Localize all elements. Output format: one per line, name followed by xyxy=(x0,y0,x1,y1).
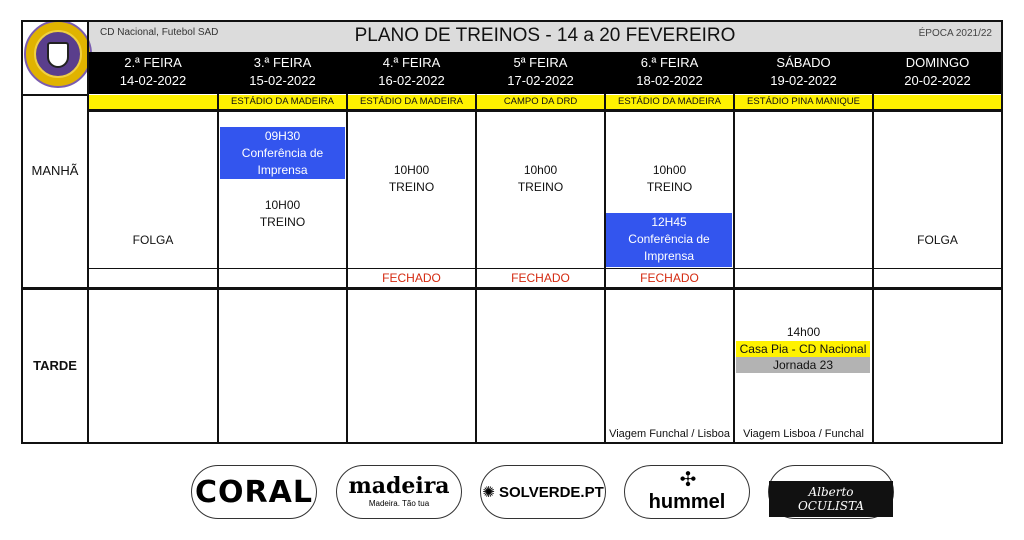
sat-match: Casa Pia - CD Nacional xyxy=(736,341,870,357)
hummel-logo-text: hummel xyxy=(648,491,726,513)
wed-closed: FECHADO xyxy=(382,271,441,285)
day-name: 2.ª FEIRA xyxy=(124,55,182,70)
day-date: 16-02-2022 xyxy=(378,73,445,88)
venue-fri: ESTÁDIO DA MADEIRA xyxy=(618,96,721,107)
day-date: 18-02-2022 xyxy=(636,73,703,88)
grid-line xyxy=(88,268,1003,269)
fri-press-conference xyxy=(606,213,732,267)
season-label: ÉPOCA 2021/22 xyxy=(918,28,992,39)
fri-travel: Viagem Funchal / Lisboa xyxy=(609,428,730,440)
afternoon-label: TARDE xyxy=(33,358,77,373)
training-time: 10H00 xyxy=(393,163,430,177)
alberto-logo-text: Alberto OCULISTA xyxy=(769,481,893,517)
grid-line xyxy=(346,94,348,444)
club-crest-icon xyxy=(47,42,69,68)
day-date: 19-02-2022 xyxy=(770,73,837,88)
mon-morning: FOLGA xyxy=(132,233,174,247)
sun-morning: FOLGA xyxy=(917,233,958,247)
thu-closed: FECHADO xyxy=(511,271,570,285)
sponsor-coral: CORAL xyxy=(191,465,317,519)
venue-tue: ESTÁDIO DA MADEIRA xyxy=(231,96,334,107)
fri-closed: FECHADO xyxy=(640,271,699,285)
solverde-logo-text: SOLVERDE.PT xyxy=(499,484,604,501)
wed-training xyxy=(347,162,476,196)
press-time: 09H30 xyxy=(264,129,301,143)
venue-thu: CAMPO DA DRD xyxy=(503,96,578,107)
solverde-icon: ✺ xyxy=(482,484,499,501)
grid-line xyxy=(21,94,88,96)
day-date: 20-02-2022 xyxy=(904,73,971,88)
grid-line xyxy=(872,94,874,444)
day-header-sun xyxy=(873,54,1002,94)
venue-sat: ESTÁDIO PINA MANIQUE xyxy=(747,96,860,107)
venue-wed: ESTÁDIO DA MADEIRA xyxy=(360,96,463,107)
grid-line xyxy=(733,94,735,444)
grid-line xyxy=(21,442,1003,444)
sat-round: Jornada 23 xyxy=(736,357,870,373)
training-label: TREINO xyxy=(388,180,435,194)
day-name: 5ª FEIRA xyxy=(513,55,568,70)
sat-travel: Viagem Lisboa / Funchal xyxy=(743,428,864,440)
thu-training xyxy=(476,162,605,196)
training-time: 10H00 xyxy=(264,198,301,212)
day-date: 14-02-2022 xyxy=(119,73,187,88)
day-name: 6.ª FEIRA xyxy=(640,55,699,70)
training-label: TREINO xyxy=(517,180,564,194)
day-header-sat xyxy=(734,54,873,94)
fri-training xyxy=(605,162,734,196)
day-header-mon xyxy=(88,54,218,94)
tue-press-conference xyxy=(220,127,345,179)
club-name: CD Nacional, Futebol SAD xyxy=(100,27,219,38)
morning-label: MANHÃ xyxy=(31,163,79,178)
press-label: Conferência de Imprensa xyxy=(241,146,324,177)
madeira-tagline: Madeira. Tão tua xyxy=(368,499,430,508)
madeira-logo-text: madeira xyxy=(348,473,450,499)
hummel-bee-icon: ✣ xyxy=(679,469,697,491)
sponsor-alberto xyxy=(768,465,894,519)
day-header-wed xyxy=(347,54,476,94)
day-date: 15-02-2022 xyxy=(249,73,316,88)
day-header-tue xyxy=(218,54,347,94)
day-header-fri xyxy=(605,54,734,94)
sponsor-madeira xyxy=(336,465,462,519)
day-name: DOMINGO xyxy=(905,55,970,70)
grid-line xyxy=(217,94,219,444)
press-time: 12H45 xyxy=(651,215,687,229)
page-title: PLANO DE TREINOS - 14 a 20 FEVEREIRO xyxy=(354,25,736,46)
training-label: TREINO xyxy=(259,215,306,229)
sponsor-solverde xyxy=(480,465,606,519)
press-label: Conferência de Imprensa xyxy=(628,232,710,263)
tue-training xyxy=(218,197,347,231)
training-time: 10h00 xyxy=(523,163,558,177)
grid-line xyxy=(21,94,23,444)
grid-line xyxy=(604,94,606,444)
grid-line xyxy=(475,94,477,444)
sat-match-time: 14h00 xyxy=(786,325,821,339)
day-name: SÁBADO xyxy=(776,55,831,70)
day-name: 4.ª FEIRA xyxy=(382,55,441,70)
sponsor-hummel xyxy=(624,465,750,519)
day-name: 3.ª FEIRA xyxy=(253,55,312,70)
grid-line xyxy=(88,109,1003,112)
grid-line xyxy=(21,20,23,96)
grid-line xyxy=(21,20,1003,22)
training-time: 10h00 xyxy=(652,163,687,177)
day-header-thu xyxy=(476,54,605,94)
grid-line xyxy=(21,287,1003,290)
day-date: 17-02-2022 xyxy=(507,73,574,88)
training-label: TREINO xyxy=(646,180,693,194)
